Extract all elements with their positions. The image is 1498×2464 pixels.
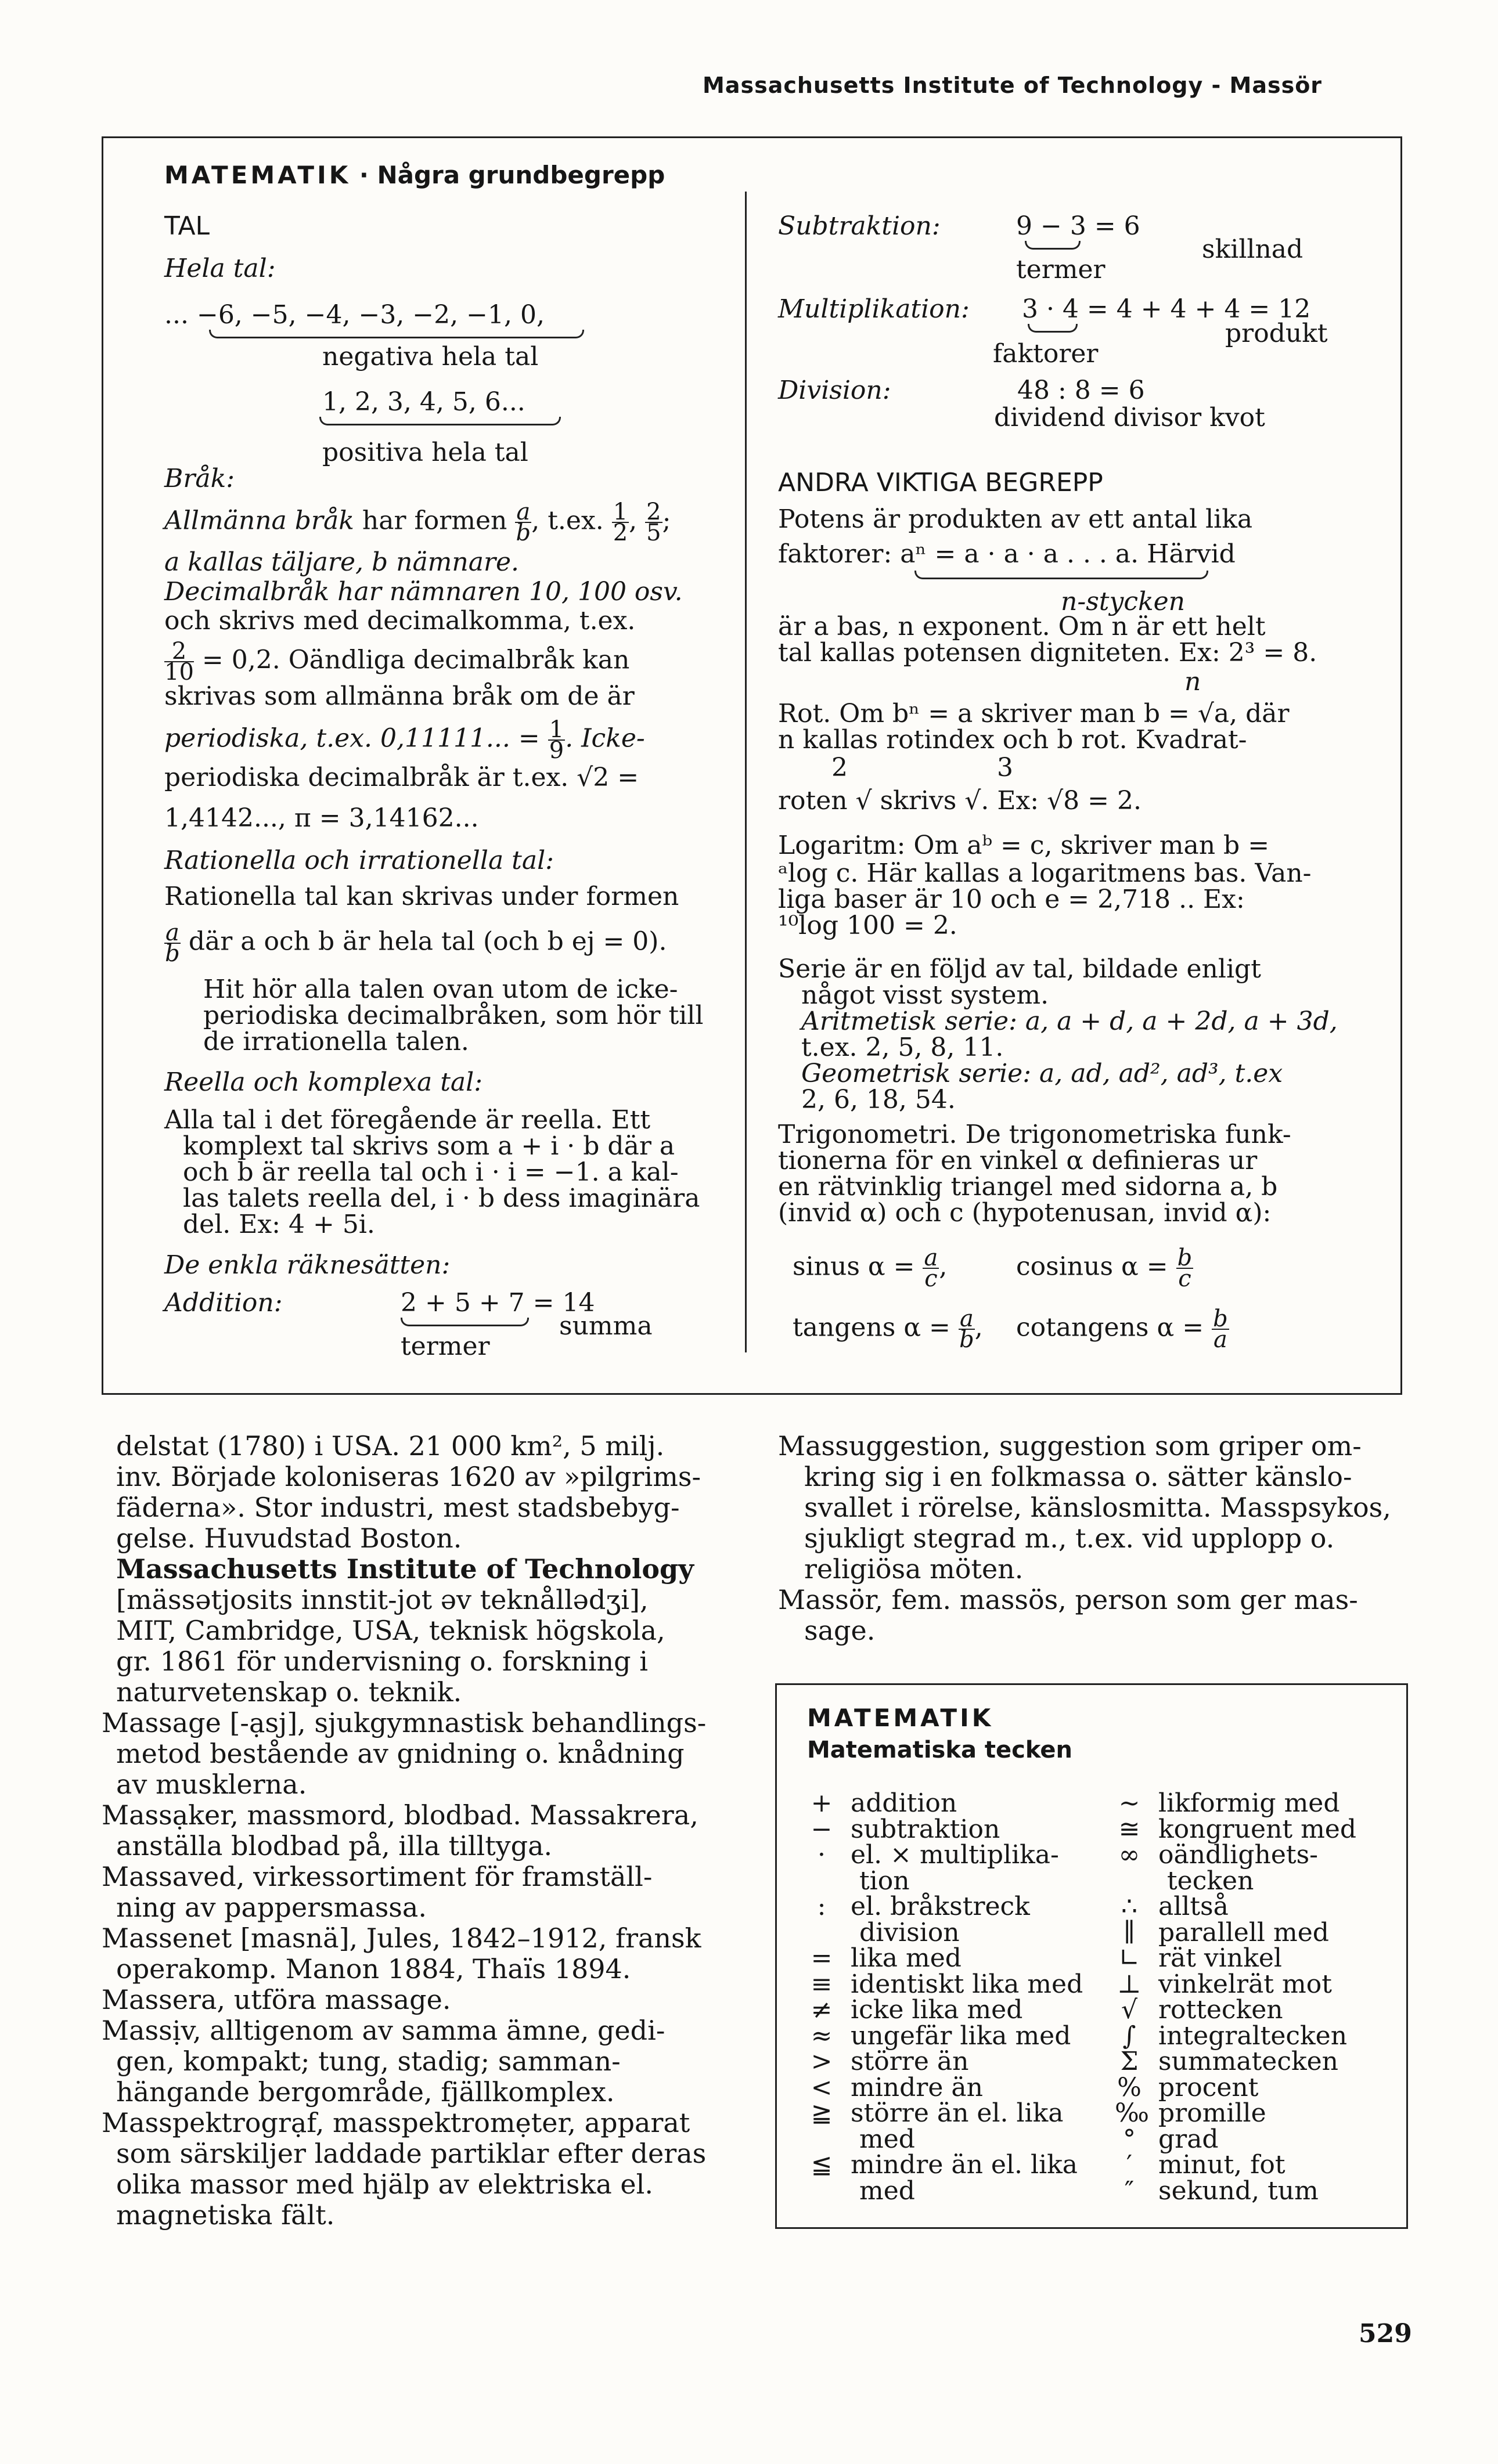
subtraction-label: Subtraktion: (778, 211, 941, 241)
addition-terms-label: termer (401, 1332, 490, 1361)
entry-line: gr. 1861 för undervisning o. forskning i (116, 1646, 648, 1677)
multiplication-label: Multiplikation: (778, 294, 970, 324)
log-line-4: ¹⁰log 100 = 2. (778, 911, 957, 940)
symbol-left-symbol: < (811, 2072, 833, 2102)
potens-line-1: Potens är produkten av ett antal lika (778, 504, 1253, 534)
multiplication-product-label: produkt (1225, 319, 1328, 348)
brace-addition (401, 1318, 529, 1326)
page-number: 529 (1359, 2319, 1412, 2348)
entry-line: anställa blodbad på, illa tilltyga. (116, 1830, 553, 1861)
box-column-divider (745, 192, 747, 1352)
real-line-5: del. Ex: 4 + 5i. (183, 1210, 375, 1239)
sinus-formula: sinus α = $\frac{a}{c}$ , (793, 1244, 948, 1292)
decimal-line-2: och skrivs med decimalkomma, t.ex. (164, 606, 636, 636)
series-line-2: något visst system. (801, 980, 1049, 1010)
entry-line: Massör, fem. massös, person som ger mas- (778, 1584, 1358, 1615)
trig-line-3: en rätvinklig triangel med sidorna a, b (778, 1172, 1278, 1202)
series-line-3: Aritmetisk serie: a, a + d, a + 2d, a + 3d, (801, 1006, 1338, 1036)
entry-line: Massạker, massmord, blodbad. Massakrera, (102, 1799, 698, 1831)
decimal-line-5: periodiska, t.ex. 0,11111... = $\frac{1}{9}$ . Icke- (164, 716, 645, 764)
root-line-3: roten √ skrivs √. Ex: √8 = 2. (778, 786, 1141, 816)
allmanna-brak-line: Allmänna bråk har formen $\frac{a}{b}$ , t.ex. $\frac{1}{2}$ , $\frac{2}{5}$ ; (164, 499, 671, 546)
symbol-left-label: subtraktion (851, 1814, 1000, 1844)
symbol-left-label: el. bråkstreck (851, 1892, 1030, 1921)
entry-line: Massera, utföra massage. (102, 1984, 451, 2015)
tangens-formula: tangens α = $\frac{a}{b}$ , (793, 1305, 983, 1353)
multiplication-factors-label: faktorer (993, 339, 1099, 369)
symbols-box-subtitle: Matematiska tecken (807, 1737, 1072, 1763)
trig-line-2: tionerna för en vinkel α definieras ur (778, 1146, 1258, 1175)
potens-line-2: faktorer: aⁿ = a · a · a . . . a. Härvid (778, 539, 1236, 569)
box-title: MATEMATIK · Några grundbegrepp (164, 161, 665, 189)
symbol-left-symbol: ≦ (811, 2150, 833, 2180)
division-terms-label: dividend divisor kvot (994, 403, 1265, 432)
symbol-left-symbol: = (811, 1943, 833, 1973)
series-line-5: Geometrisk serie: a, ad, ad², ad³, t.ex (801, 1059, 1283, 1088)
symbol-right-symbol: ′ (1126, 2150, 1132, 2180)
symbol-left-label: tion (859, 1866, 910, 1896)
real-line-1: Alla tal i det föregående är reella. Ett (164, 1105, 651, 1135)
negative-label: negativa hela tal (322, 342, 539, 371)
running-header: Massachusetts Institute of Technology - Massör (703, 73, 1323, 98)
entry-line: Massịv, alltigenom av samma ämne, gedi- (102, 2015, 665, 2046)
multiplication-expr: 3 · 4 = 4 + 4 + 4 = 12 (1022, 294, 1311, 324)
symbol-left-label: större än (851, 2047, 969, 2076)
brace-multiplication (1028, 324, 1078, 333)
entry-line: [mässətjosits innstit-jot əv teknållədʒi], (116, 1584, 649, 1615)
entry-line: inv. Började koloniseras 1620 av »pilgrims- (116, 1461, 701, 1492)
real-line-2: komplext tal skrivs som a + i · b där a (183, 1131, 675, 1161)
cosinus-formula: cosinus α = $\frac{b}{c}$ (1016, 1244, 1193, 1292)
symbol-right-label: sekund, tum (1158, 2176, 1319, 2206)
decimal-line-4: skrivas som allmänna bråk om de är (164, 681, 635, 711)
symbol-right-label: parallell med (1158, 1917, 1329, 1947)
symbol-left-symbol: ≡ (811, 1969, 833, 1999)
potens-line-5: tal kallas potensen digniteten. Ex: 2³ = 8. (778, 638, 1317, 668)
real-line-4: las talets reella del, i · b dess imaginära (183, 1184, 700, 1213)
entry-line: fäderna». Stor industri, mest stadsbebyg- (116, 1492, 680, 1523)
brak-heading: Bråk: (164, 464, 235, 493)
symbol-right-label: minut, fot (1158, 2150, 1285, 2180)
entry-line: Massaved, virkessortiment för framställ- (102, 1861, 653, 1892)
series-line-6: 2, 6, 18, 54. (801, 1085, 956, 1114)
root-line-2: n kallas rotindex och b rot. Kvadrat- (778, 725, 1247, 755)
division-expr: 48 : 8 = 6 (1017, 376, 1145, 405)
symbol-right-label: vinkelrät mot (1158, 1969, 1332, 1999)
log-line-1: Logaritm: Om aᵇ = c, skriver man b = (778, 831, 1270, 860)
symbol-left-symbol: + (811, 1788, 833, 1818)
entry-line: sage. (804, 1615, 876, 1646)
entry-line: metod bestående av gnidning o. knådning (116, 1738, 685, 1769)
cotangens-formula: cotangens α = $\frac{b}{a}$ (1016, 1305, 1228, 1353)
division-label: Division: (778, 376, 891, 405)
brace-potens (914, 571, 1208, 579)
symbol-left-label: med (859, 2124, 915, 2154)
root-index-2: 2 (831, 753, 848, 782)
symbol-right-symbol: ∫ (1122, 2021, 1136, 2051)
entry-line: religiösa möten. (804, 1553, 1024, 1585)
symbol-left-symbol: − (811, 1814, 833, 1844)
rational-line-3: Hit hör alla talen ovan utom de icke- (203, 975, 678, 1004)
symbol-right-symbol: ∥ (1123, 1917, 1136, 1947)
entry-headword: Massachusetts Institute of Technology (116, 1553, 694, 1585)
entry-line: av musklerna. (116, 1769, 307, 1800)
entry-line: som särskiljer laddade partiklar efter deras (116, 2138, 707, 2169)
symbol-right-symbol: √ (1121, 1995, 1138, 2025)
series-line-1: Serie är en följd av tal, bildade enligt (778, 954, 1261, 984)
kallas-line: a kallas täljare, b nämnare. (164, 547, 520, 577)
rational-line-4: periodiska decimalbråken, som hör till (203, 1001, 704, 1030)
symbol-right-symbol: ‰ (1115, 2098, 1150, 2128)
positive-label: positiva hela tal (322, 438, 528, 467)
symbol-right-label: integraltecken (1158, 2021, 1348, 2051)
entry-line: ning av pappersmassa. (116, 1892, 427, 1923)
symbol-right-label: kongruent med (1158, 1814, 1356, 1844)
decimal-line-6: periodiska decimalbråk är t.ex. √2 = (164, 763, 639, 792)
entry-line: MIT, Cambridge, USA, teknisk högskola, (116, 1615, 665, 1646)
symbol-left-label: mindre än el. lika (851, 2150, 1078, 2180)
symbol-right-label: procent (1158, 2072, 1259, 2102)
potens-line-4: är a bas, n exponent. Om n är ett helt (778, 612, 1266, 641)
symbol-right-symbol: ∼ (1118, 1788, 1140, 1818)
symbol-left-symbol: : (817, 1892, 826, 1921)
negative-sequence: ... −6, −5, −4, −3, −2, −1, 0, (164, 300, 545, 330)
symbol-left-label: el. × multiplika- (851, 1840, 1059, 1870)
symbol-right-label: promille (1158, 2098, 1266, 2128)
symbol-left-label: lika med (851, 1943, 962, 1973)
symbol-left-label: division (859, 1917, 960, 1947)
symbol-left-symbol: ≈ (811, 2021, 833, 2051)
symbol-left-label: addition (851, 1788, 957, 1818)
root-index-n: n (1184, 667, 1201, 697)
decimal-line-3: $\frac{2}{10}$ = 0,2. Oändliga decimalbråk kan (164, 638, 630, 686)
symbol-right-label: alltså (1158, 1892, 1229, 1921)
rational-heading: Rationella och irrationella tal: (164, 846, 554, 875)
entry-line: hängande bergområde, fjällkomplex. (116, 2076, 615, 2108)
potens-line-3: n-stycken (1061, 587, 1186, 616)
entry-line: magnetiska fält. (116, 2199, 335, 2231)
log-line-3: liga baser är 10 och e = 2,718 .. Ex: (778, 885, 1245, 914)
brace-negative (209, 330, 584, 338)
addition-label: Addition: (164, 1288, 283, 1318)
symbol-left-symbol: > (811, 2047, 833, 2076)
decimal-line-7: 1,4142..., π = 3,14162... (164, 803, 479, 833)
symbol-right-symbol: ∴ (1121, 1892, 1137, 1921)
symbol-left-symbol: · (818, 1840, 826, 1870)
symbol-right-label: rät vinkel (1158, 1943, 1282, 1973)
trig-line-1: Trigonometri. De trigonometriska funk- (778, 1120, 1291, 1149)
andra-heading: ANDRA VIKTIGA BEGREPP (778, 468, 1103, 497)
addition-sum-label: summa (559, 1311, 653, 1341)
entry-line: operakomp. Manon 1884, Thaïs 1894. (116, 1953, 631, 1985)
symbol-right-symbol: ∞ (1118, 1840, 1140, 1870)
symbol-right-label: grad (1158, 2124, 1219, 2154)
rational-line-2: $\frac{a}{b}$ där a och b är hela tal (och b ej = 0). (165, 919, 667, 967)
entry-line: Masspektrogrạf, masspektromẹter, apparat (102, 2107, 690, 2138)
symbol-left-symbol: ≠ (811, 1995, 833, 2025)
enkla-heading: De enkla räknesätten: (164, 1250, 451, 1280)
entry-line: gen, kompakt; tung, stadig; samman- (116, 2045, 621, 2077)
symbol-right-symbol: ° (1123, 2124, 1136, 2154)
root-index-3: 3 (997, 753, 1013, 782)
subtraction-terms-label: termer (1016, 255, 1106, 284)
hela-tal-heading: Hela tal: (164, 254, 276, 283)
trig-line-4: (invid α) och c (hypotenusan, invid α): (778, 1198, 1272, 1228)
brace-positive (319, 417, 561, 425)
tal-heading: TAL (164, 211, 210, 241)
symbol-right-label: likformig med (1158, 1788, 1340, 1818)
symbol-right-symbol: ″ (1124, 2176, 1135, 2206)
symbol-left-label: med (859, 2176, 915, 2206)
symbol-left-label: ungefär lika med (851, 2021, 1071, 2051)
entry-line: Massenet [masnä], Jules, 1842–1912, fransk (102, 1922, 701, 1954)
symbol-right-label: summatecken (1158, 2047, 1338, 2076)
symbol-right-symbol: ⊥ (1117, 1969, 1141, 1999)
symbol-right-symbol: ∟ (1118, 1943, 1140, 1973)
series-line-4: t.ex. 2, 5, 8, 11. (801, 1033, 1004, 1062)
symbol-left-label: identiskt lika med (851, 1969, 1083, 1999)
symbol-left-label: mindre än (851, 2072, 983, 2102)
entry-line: delstat (1780) i USA. 21 000 km², 5 milj. (116, 1430, 665, 1462)
decimal-line-1: Decimalbråk har nämnaren 10, 100 osv. (164, 577, 683, 607)
symbols-box-title: MATEMATIK (807, 1704, 994, 1732)
rational-line-5: de irrationella talen. (203, 1027, 469, 1056)
symbol-left-label: större än el. lika (851, 2098, 1064, 2128)
entry-line: svallet i rörelse, känslosmitta. Masspsykos, (804, 1492, 1391, 1523)
real-line-3: och b är reella tal och i · i = −1. a kal- (183, 1157, 679, 1187)
entry-line: olika massor med hjälp av elektriska el. (116, 2169, 653, 2200)
entry-line: Massuggestion, suggestion som griper om- (778, 1430, 1362, 1462)
positive-sequence: 1, 2, 3, 4, 5, 6... (322, 387, 525, 417)
addition-expr: 2 + 5 + 7 = 14 (401, 1288, 595, 1318)
log-line-2: ᵃlog c. Här kallas a logaritmens bas. Van- (778, 858, 1312, 888)
entry-line: naturvetenskap o. teknik. (116, 1676, 462, 1708)
symbol-right-symbol: Σ (1120, 2047, 1139, 2076)
subtraction-diff-label: skillnad (1202, 235, 1303, 264)
entry-line: gelse. Huvudstad Boston. (116, 1523, 462, 1554)
symbol-right-label: tecken (1167, 1866, 1254, 1896)
brace-subtraction (1025, 241, 1081, 250)
symbol-right-symbol: % (1117, 2072, 1141, 2102)
rational-line-1: Rationella tal kan skrivas under formen (164, 882, 679, 911)
entry-line: kring sig i en folkmassa o. sätter känslo- (804, 1461, 1352, 1492)
entry-line: sjukligt stegrad m., t.ex. vid upplopp o. (804, 1523, 1335, 1554)
symbol-right-symbol: ≅ (1118, 1814, 1140, 1844)
symbol-left-symbol: ≧ (811, 2098, 833, 2128)
symbol-right-label: rottecken (1158, 1995, 1283, 2025)
symbol-left-label: icke lika med (851, 1995, 1023, 2025)
root-line-1: Rot. Om bⁿ = a skriver man b = √a, där (778, 699, 1290, 728)
entry-line: Massage [-ạsj], sjukgymnastisk behandlings- (102, 1707, 707, 1738)
real-heading: Reella och komplexa tal: (164, 1067, 483, 1097)
subtraction-expr: 9 − 3 = 6 (1016, 211, 1140, 241)
symbol-right-label: oändlighets- (1158, 1840, 1319, 1870)
